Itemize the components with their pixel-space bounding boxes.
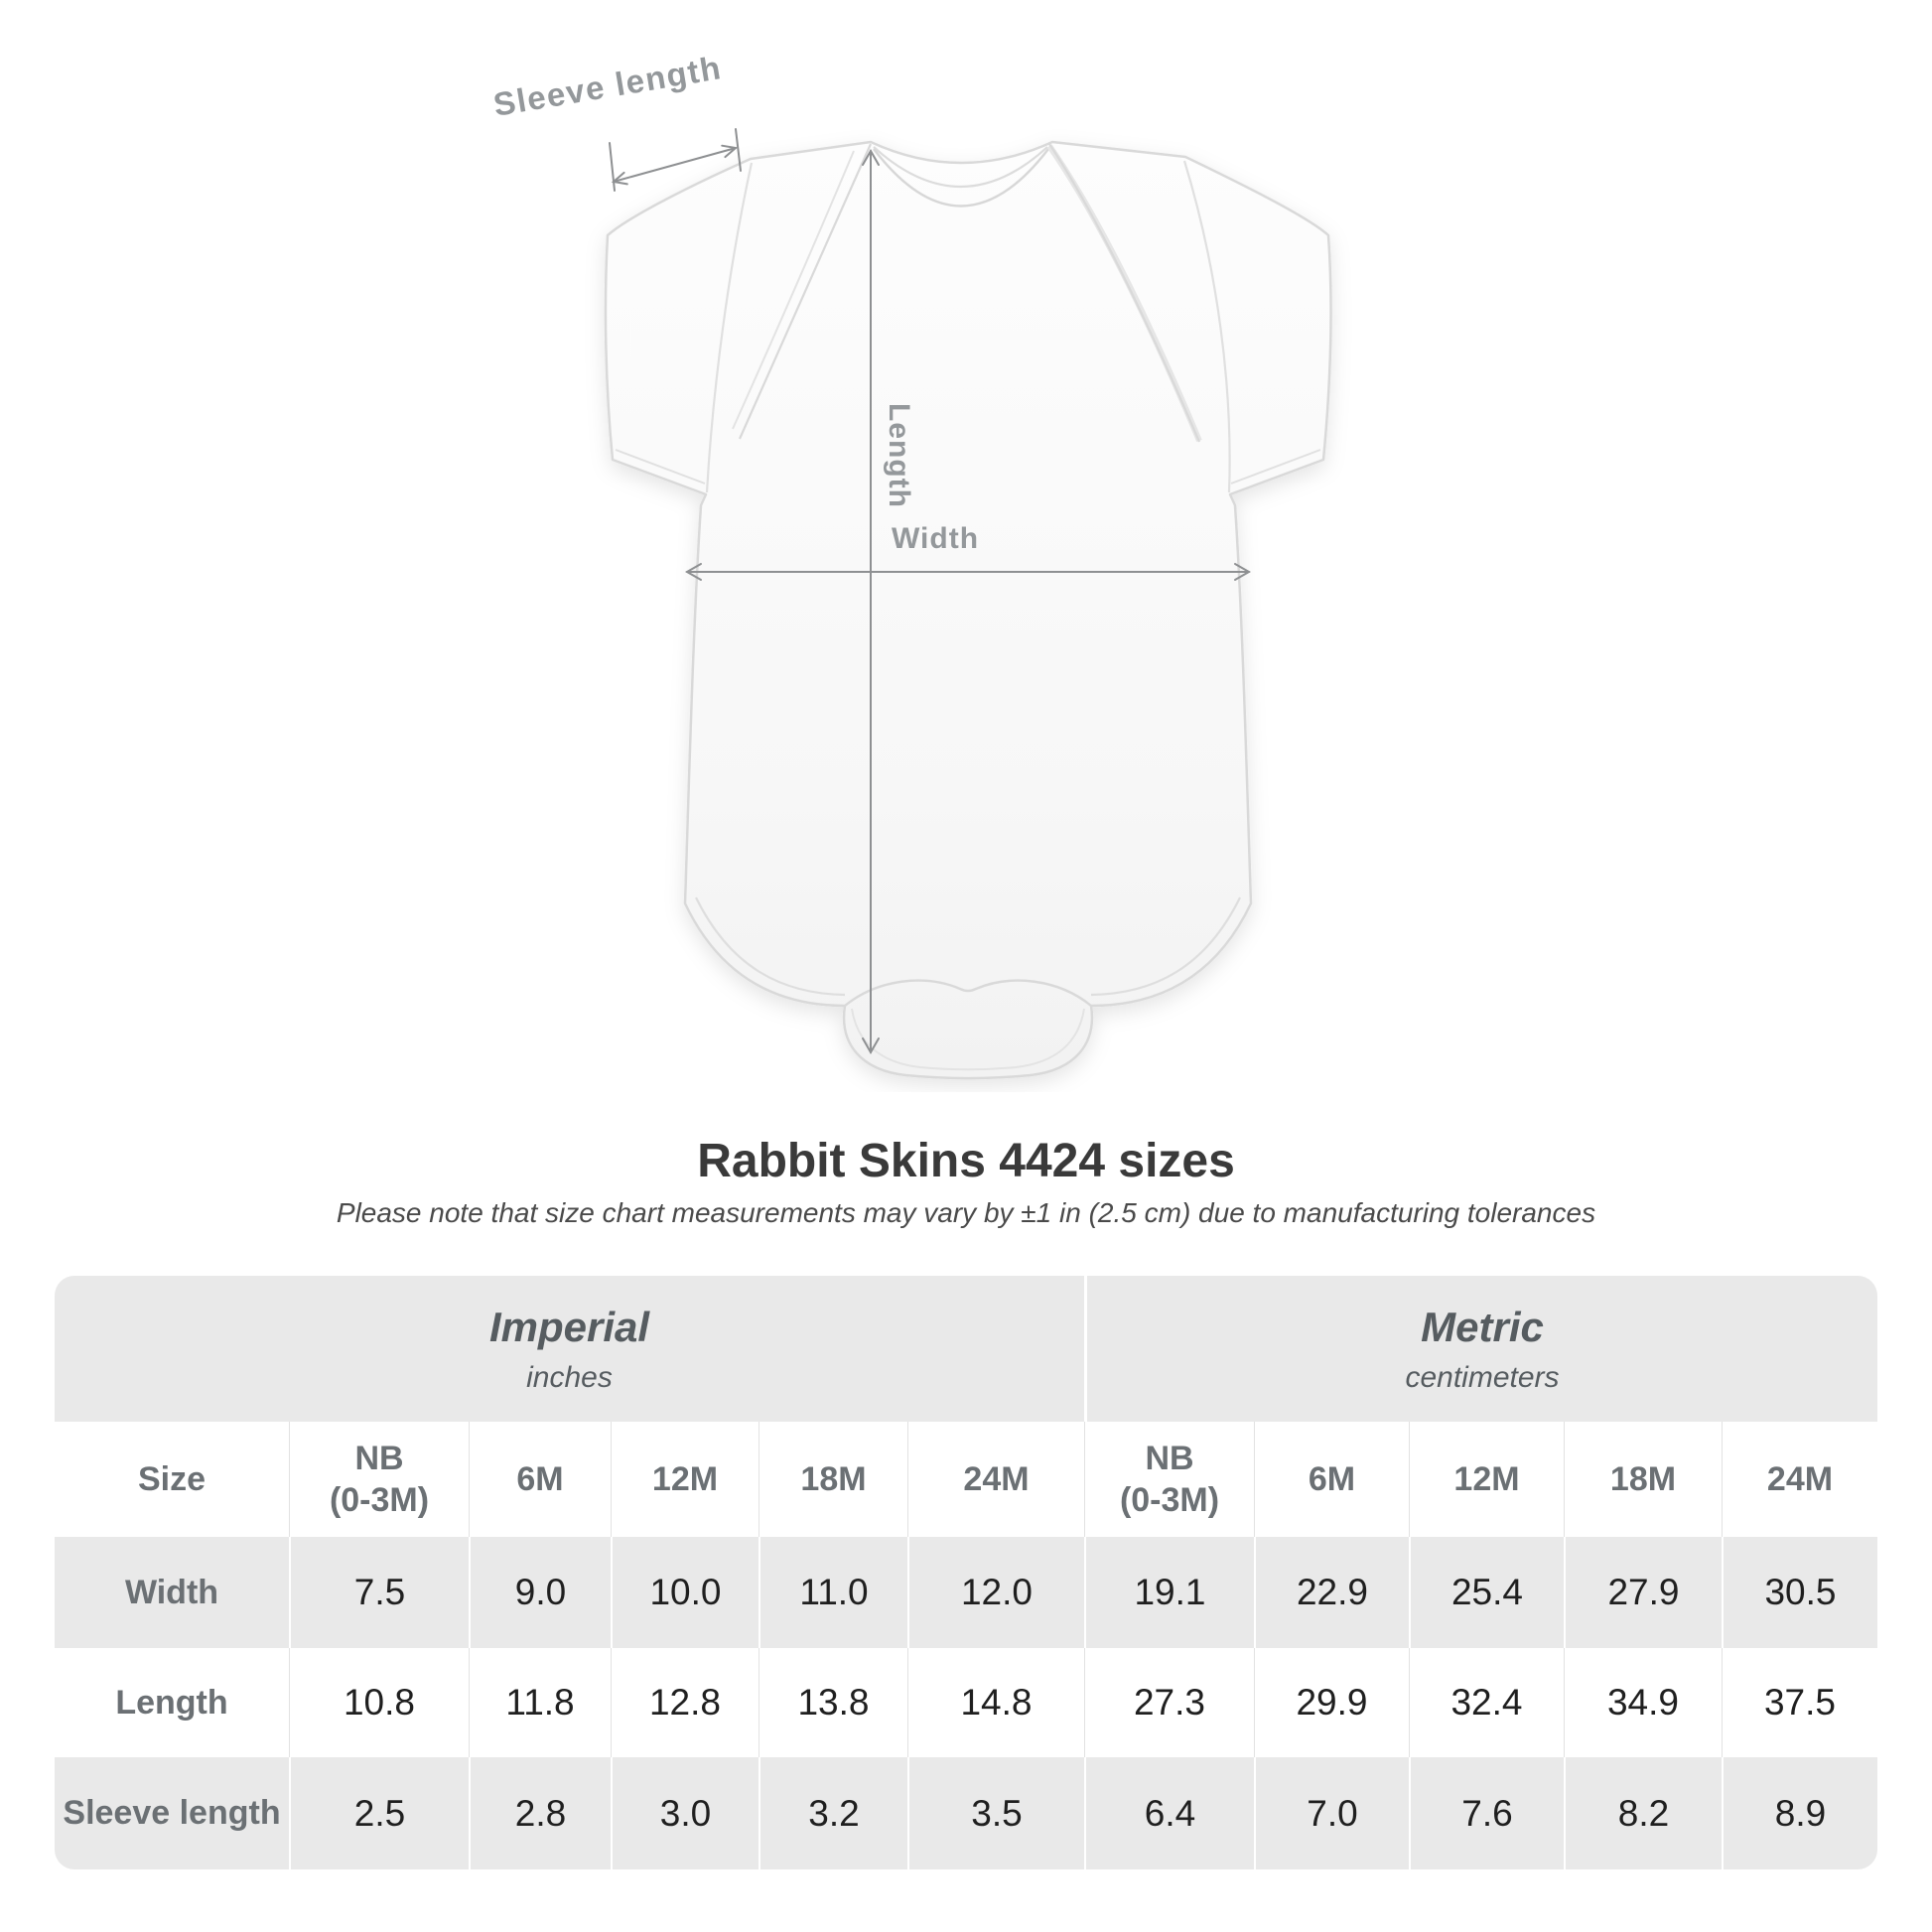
length-metric-12m: 32.4: [1409, 1648, 1564, 1757]
width-metric-6m: 22.9: [1254, 1537, 1409, 1648]
col-header-metric-18m: 18M: [1564, 1422, 1722, 1537]
sleeve-metric-24m: 8.9: [1722, 1757, 1877, 1869]
length-imperial-6m: 11.8: [469, 1648, 611, 1757]
metric-unit: centimeters: [1405, 1360, 1560, 1394]
width-imperial-6m: 9.0: [469, 1537, 611, 1648]
length-label: Length: [883, 403, 915, 508]
sleeve-metric-18m: 8.2: [1564, 1757, 1722, 1869]
sleeve-imperial-24m: 3.5: [907, 1757, 1084, 1869]
col-header-imperial-12m: 12M: [611, 1422, 759, 1537]
col-header-imperial-24m: 24M: [907, 1422, 1084, 1537]
sleeve-metric-6m: 7.0: [1254, 1757, 1409, 1869]
width-label: Width: [892, 522, 980, 555]
sleeve-imperial-nb: 2.5: [289, 1757, 469, 1869]
length-imperial-12m: 12.8: [611, 1648, 759, 1757]
sleeve-length-label: Sleeve length: [490, 49, 725, 123]
metric-title: Metric: [1421, 1303, 1544, 1350]
sleeve-imperial-12m: 3.0: [611, 1757, 759, 1869]
row-label-sleeve-length: Sleeve length: [55, 1757, 289, 1869]
length-imperial-24m: 14.8: [907, 1648, 1084, 1757]
size-table: [55, 1276, 1877, 1869]
imperial-title: Imperial: [488, 1303, 650, 1350]
length-metric-nb: 27.3: [1084, 1648, 1254, 1757]
width-imperial-nb: 7.5: [289, 1537, 469, 1648]
bodysuit-diagram: [556, 60, 1390, 1092]
sleeve-imperial-18m: 3.2: [759, 1757, 907, 1869]
width-imperial-12m: 10.0: [611, 1537, 759, 1648]
col-header-metric-6m: 6M: [1254, 1422, 1409, 1537]
length-imperial-nb: 10.8: [289, 1648, 469, 1757]
length-metric-24m: 37.5: [1722, 1648, 1877, 1757]
size-column-header: Size: [55, 1422, 289, 1537]
imperial-unit: inches: [526, 1360, 613, 1394]
length-metric-6m: 29.9: [1254, 1648, 1409, 1757]
page-title: Rabbit Skins 4424 sizes: [697, 1135, 1235, 1187]
width-metric-12m: 25.4: [1409, 1537, 1564, 1648]
length-metric-18m: 34.9: [1564, 1648, 1722, 1757]
col-header-imperial-nb: NB (0-3M): [289, 1422, 469, 1537]
col-header-metric-nb: NB (0-3M): [1084, 1422, 1254, 1537]
bodysuit-illustration: [606, 142, 1331, 1078]
width-metric-nb: 19.1: [1084, 1537, 1254, 1648]
row-label-width: Width: [55, 1537, 289, 1648]
imperial-section-header: [55, 1276, 1084, 1422]
sleeve-imperial-6m: 2.8: [469, 1757, 611, 1869]
col-header-imperial-18m: 18M: [759, 1422, 907, 1537]
row-label-length: Length: [55, 1648, 289, 1757]
sleeve-metric-12m: 7.6: [1409, 1757, 1564, 1869]
col-header-metric-24m: 24M: [1722, 1422, 1877, 1537]
col-header-metric-12m: 12M: [1409, 1422, 1564, 1537]
sleeve-metric-nb: 6.4: [1084, 1757, 1254, 1869]
tolerance-note: Please note that size chart measurements may vary by ±1 in (2.5 cm) due to manufacturing tolerances: [336, 1197, 1596, 1228]
width-metric-18m: 27.9: [1564, 1537, 1722, 1648]
col-header-imperial-6m: 6M: [469, 1422, 611, 1537]
length-imperial-18m: 13.8: [759, 1648, 907, 1757]
width-metric-24m: 30.5: [1722, 1537, 1877, 1648]
metric-section-header: [1084, 1276, 1877, 1422]
width-imperial-18m: 11.0: [759, 1537, 907, 1648]
width-imperial-24m: 12.0: [907, 1537, 1084, 1648]
